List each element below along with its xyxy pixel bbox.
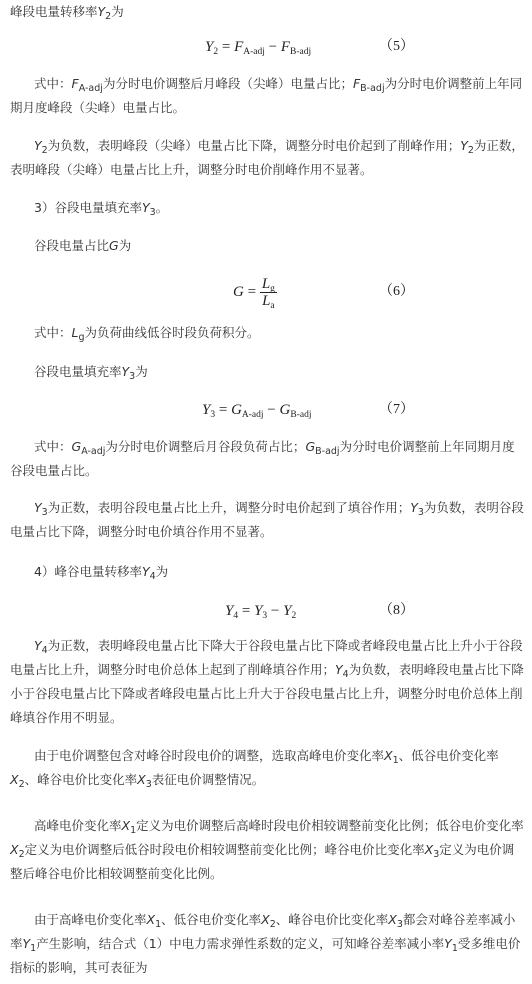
paragraph-valley-fill-rate: 谷段电量填充率$Y_3$为 bbox=[34, 364, 148, 382]
paragraph-y2-meaning: $Y_2$为负数，表明峰段（尖峰）电量占比下降，调整分时电价起到了削峰作用；$Y_2$为正数，表明峰段（尖峰）电量占比上升，调整分时电价削峰作用不显著。 bbox=[10, 138, 524, 177]
paragraph-y4-meaning: $Y_4$为正数，表明峰段电量占比下降大于谷段电量占比下降或者峰段电量占比上升小于谷段电量占比上升，调整分时电价总体上起到了削峰填谷作用；$Y_4$为负数，表明峰段电量占比下降小于谷段电量占比下降或者峰段电量占比上升大于谷段电量占比上升，调整分时电价总体上削峰填谷作用不明显。 bbox=[10, 638, 524, 725]
heading-peak-transfer-rate: 峰段电量转移率$Y_2$为 bbox=[10, 4, 124, 22]
heading-valley-fill-rate: 3）谷段电量填充率$Y_3$。 bbox=[34, 200, 169, 218]
equation-7-formula: $Y_3 = G_{A-adj} - G_{B-adj}$ bbox=[202, 402, 312, 420]
fraction: $\frac{L_g}{L_a}$ bbox=[261, 276, 275, 312]
paragraph-valley-share: 谷段电量占比G为 bbox=[34, 238, 132, 253]
equation-5 bbox=[0, 32, 532, 62]
equation-7 bbox=[0, 395, 532, 425]
equation-7-number: （7） bbox=[379, 402, 414, 417]
equation-8-number: （8） bbox=[379, 603, 414, 618]
paragraph-y3-meaning: $Y_3$为正数，表明谷段电量占比上升，调整分时电价起到了填谷作用；$Y_3$为负数，表明谷段电量占比下降，调整分时电价填谷作用不显著。 bbox=[10, 500, 524, 539]
equation-6-formula: G = $\frac{L_g}{L_a}$ bbox=[233, 276, 275, 312]
equation-8-formula: $Y_4 = Y_3 - Y_2$ bbox=[225, 603, 297, 621]
paragraph-price-definitions: 高峰电价变化率$X_1$定义为电价调整后高峰时段电价相较调整前变化比例；低谷电价变化率$X_2$定义为电价调整后低谷时段电价相较调整前变化比例；峰谷电价比变化率$X_3$定义为电价调整后峰谷电价比相较调整前变化比例。 bbox=[10, 818, 524, 881]
equation-8 bbox=[0, 596, 532, 626]
paragraph-influence: 由于高峰电价变化率$X_1$、低谷电价变化率$X_2$、峰谷电价比变化率$X_3$都会对峰谷差率减小率$Y_1$产生影响，结合式（1）中电力需求弹性系数的定义，可知峰谷差率减小率$Y_1$受多维电价指标的影响，其可表征为 bbox=[10, 912, 521, 975]
equation-5-formula: $Y_2 = F_{A-adj} - F_{B-adj}$ bbox=[205, 39, 312, 57]
equation-6 bbox=[0, 272, 532, 312]
paragraph-where-lg: 式中：$L_g$为负荷曲线低谷时段负荷积分。 bbox=[34, 325, 260, 343]
paragraph-where-f: 式中：$F_{A-adj}$为分时电价调整后月峰段（尖峰）电量占比；$F_{B-adj}$为分时电价调整前上年同期月度峰段（尖峰）电量占比。 bbox=[10, 76, 523, 115]
paragraph-where-g: 式中：$G_{A-adj}$为分时电价调整后月谷段负荷占比；$G_{B-adj}$为分时电价调整前上年同期月度谷段电量占比。 bbox=[10, 439, 515, 478]
paragraph-price-indicators: 由于电价调整包含对峰谷时段电价的调整，选取高峰电价变化率$X_1$、低谷电价变化率$X_2$、峰谷电价比变化率$X_3$表征电价调整情况。 bbox=[10, 748, 499, 790]
heading-peak-valley-transfer-rate: 4）峰谷电量转移率$Y_4$为 bbox=[34, 564, 169, 582]
equation-5-number: （5） bbox=[379, 39, 414, 54]
equation-6-number: （6） bbox=[379, 284, 414, 299]
